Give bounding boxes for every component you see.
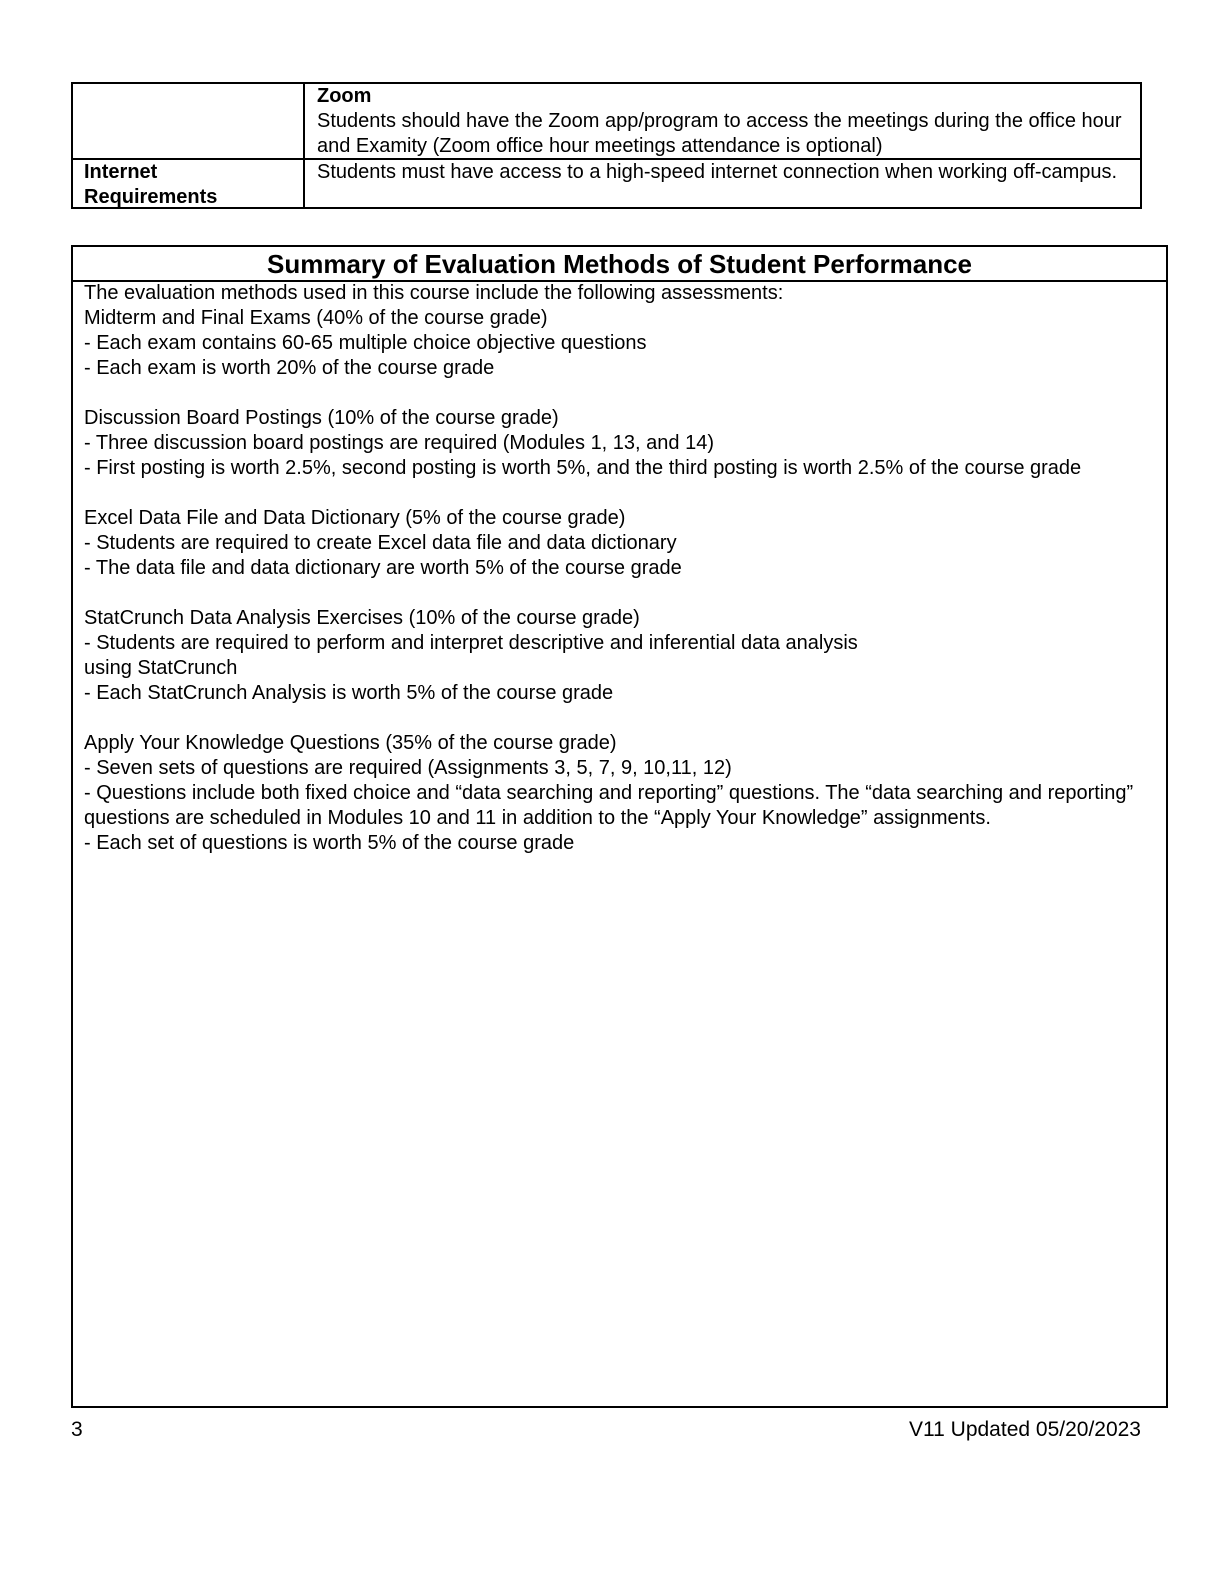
internet-requirements-text: Students must have access to a high-speed internet connection when working off-campus. <box>317 161 1118 183</box>
section-item: - Students are required to perform and interpret descriptive and inferential data analysis <box>84 632 858 654</box>
section-item: - Each exam is worth 20% of the course grade <box>84 357 495 379</box>
evaluation-section-discussion <box>84 406 1166 481</box>
section-spacer <box>84 581 1166 606</box>
section-heading: Apply Your Knowledge Questions (35% of the course grade) <box>84 732 617 754</box>
version-label: V11 Updated 05/20/2023 <box>909 1418 1141 1441</box>
section-item: - First posting is worth 2.5%, second posting is worth 5%, and the third posting is worth 2.5% of the course grade <box>84 457 1082 479</box>
section-item: - Questions include both fixed choice and “data searching and reporting” questions. The “data searching and reporting” questions are scheduled in Modules 10 and 11 in addition to the “Apply Your Knowledge” assignments. <box>84 782 1139 829</box>
requirements-table <box>71 82 1142 209</box>
section-spacer <box>84 481 1166 506</box>
evaluation-intro: The evaluation methods used in this course include the following assessments: <box>84 282 784 304</box>
section-item: - Each exam contains 60-65 multiple choice objective questions <box>84 332 647 354</box>
section-item: - The data file and data dictionary are worth 5% of the course grade <box>84 557 682 579</box>
zoom-heading: Zoom <box>317 85 372 107</box>
section-spacer <box>84 706 1166 731</box>
section-heading: Excel Data File and Data Dictionary (5% of the course grade) <box>84 507 626 529</box>
requirements-row-zoom <box>73 84 1140 160</box>
section-spacer <box>84 381 1166 406</box>
section-heading: Midterm and Final Exams (40% of the course grade) <box>84 307 548 329</box>
page-number: 3 <box>71 1418 83 1441</box>
evaluation-section-apply-knowledge <box>84 731 1166 856</box>
section-item: - Students are required to create Excel data file and data dictionary <box>84 532 677 554</box>
evaluation-section-exams <box>84 306 1166 381</box>
section-item: - Three discussion board postings are required (Modules 1, 13, and 14) <box>84 432 714 454</box>
requirements-row-label <box>73 84 305 158</box>
evaluation-section-statcrunch <box>84 606 1166 706</box>
section-item: using StatCrunch <box>84 657 238 679</box>
evaluation-body <box>73 281 1166 856</box>
zoom-text: Students should have the Zoom app/program to access the meetings during the office hour and Examity (Zoom office hour meetings attendance is optional) <box>317 110 1122 157</box>
requirements-row-value <box>307 84 1140 158</box>
internet-requirements-label: Internet Requirements <box>73 158 305 207</box>
requirements-row-internet <box>73 158 1140 207</box>
section-heading: StatCrunch Data Analysis Exercises (10% of the course grade) <box>84 607 640 629</box>
evaluation-section-excel <box>84 506 1166 581</box>
evaluation-title: Summary of Evaluation Methods of Student Performance <box>73 247 1166 282</box>
section-item: - Each StatCrunch Analysis is worth 5% of the course grade <box>84 682 614 704</box>
section-heading: Discussion Board Postings (10% of the course grade) <box>84 407 559 429</box>
section-item: - Each set of questions is worth 5% of the course grade <box>84 832 575 854</box>
evaluation-summary-box <box>71 245 1168 1408</box>
section-item: - Seven sets of questions are required (Assignments 3, 5, 7, 9, 10,11, 12) <box>84 757 732 779</box>
